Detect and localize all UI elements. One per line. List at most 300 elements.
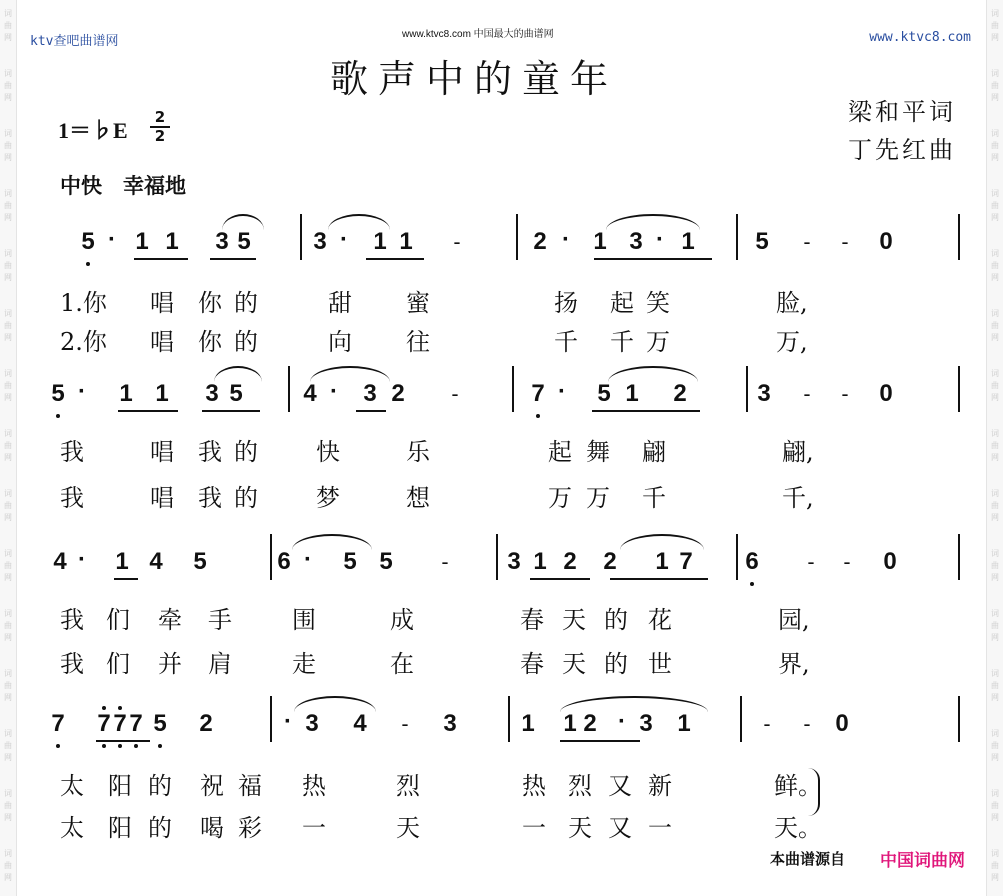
- footer-source-site[interactable]: 中国词曲网: [880, 851, 965, 871]
- jianpu-note: 6: [277, 548, 291, 575]
- augmentation-dot: ·: [558, 378, 566, 405]
- lyric-verse1: 翩,: [782, 438, 814, 466]
- augmentation-dot: ·: [304, 546, 312, 573]
- jianpu-note: 7: [97, 710, 111, 737]
- beam-underline: [366, 258, 424, 260]
- jianpu-note: 3: [363, 380, 377, 407]
- margin-watermark-glyph: 网: [991, 93, 999, 102]
- margin-watermark-glyph: 曲: [4, 381, 12, 390]
- margin-watermark-glyph: 词: [4, 489, 12, 498]
- lyric-verse1: 牵: [158, 606, 182, 634]
- jianpu-note: 1: [119, 380, 133, 407]
- margin-watermark-glyph: 网: [991, 513, 999, 522]
- margin-watermark-glyph: 网: [991, 633, 999, 642]
- lyric-verse1: 阳: [108, 772, 132, 800]
- margin-watermark-glyph: 词: [4, 189, 12, 198]
- lyric-verse1: 的: [234, 438, 258, 466]
- lyric-verse1: 热: [302, 772, 326, 800]
- margin-watermark-glyph: 网: [4, 333, 12, 342]
- jianpu-note: 1: [165, 228, 179, 255]
- beam-underline: [530, 578, 590, 580]
- lyric-verse2: 太: [60, 814, 84, 842]
- lyric-verse1: 鲜。: [774, 772, 822, 800]
- jianpu-note: 4: [303, 380, 317, 407]
- lyric-verse1: 春: [520, 606, 544, 634]
- lyric-verse2: 们: [106, 650, 130, 678]
- octave-dot-low: [536, 414, 540, 418]
- lyric-verse1: 快: [316, 438, 340, 466]
- lyric-verse1: 蜜: [406, 289, 430, 317]
- margin-watermark-glyph: 网: [991, 333, 999, 342]
- margin-watermark-glyph: 词: [991, 249, 999, 258]
- barline: [958, 696, 960, 742]
- augmentation-dot: ·: [108, 226, 116, 253]
- beam-underline: [610, 578, 656, 580]
- jianpu-note: 7: [679, 548, 693, 575]
- margin-watermark-glyph: 曲: [991, 141, 999, 150]
- margin-watermark-glyph: 曲: [4, 561, 12, 570]
- augmentation-dot: ·: [656, 226, 664, 253]
- margin-watermark-glyph: 曲: [4, 21, 12, 30]
- barline: [270, 696, 272, 742]
- beam-underline: [114, 578, 138, 580]
- lyric-verse1: 我: [60, 606, 84, 634]
- margin-watermark-glyph: 网: [4, 393, 12, 402]
- margin-watermark-glyph: 网: [4, 453, 12, 462]
- lyric-verse1: 烈: [396, 772, 420, 800]
- lyric-verse1: 我: [198, 438, 222, 466]
- slur: [608, 366, 698, 382]
- jianpu-note: 1: [681, 228, 695, 255]
- margin-watermark-glyph: 网: [4, 213, 12, 222]
- lyric-verse2: 的: [234, 484, 258, 512]
- lyric-verse2: 阳: [108, 814, 132, 842]
- lyric-verse1: 起: [610, 289, 634, 317]
- margin-watermark-glyph: 网: [991, 153, 999, 162]
- lyricist: 梁和平词: [848, 98, 956, 126]
- octave-dot-low: [750, 582, 754, 586]
- lyric-verse2: 万: [586, 484, 610, 512]
- jianpu-note: 5: [193, 548, 207, 575]
- slur: [606, 214, 700, 230]
- lyric-verse1: 扬: [554, 289, 578, 317]
- footer-source-label: 本曲谱源自: [770, 850, 846, 868]
- lyric-verse2: 并: [158, 650, 182, 678]
- key-signature: 1＝♭E: [58, 118, 128, 143]
- margin-watermark-glyph: 词: [4, 249, 12, 258]
- lyric-verse1: 太: [60, 772, 84, 800]
- margin-watermark-glyph: 曲: [4, 141, 12, 150]
- hold-dash: -: [453, 230, 461, 254]
- margin-watermark-glyph: 词: [991, 849, 999, 858]
- margin-watermark-glyph: 网: [4, 633, 12, 642]
- augmentation-dot: ·: [562, 226, 570, 253]
- margin-watermark-glyph: 曲: [991, 861, 999, 870]
- jianpu-note: 1: [373, 228, 387, 255]
- margin-watermark-glyph: 曲: [991, 681, 999, 690]
- margin-watermark-glyph: 词: [4, 129, 12, 138]
- jianpu-note: 2: [603, 548, 617, 575]
- hold-dash: -: [763, 712, 771, 736]
- margin-watermark-glyph: 网: [991, 273, 999, 282]
- margin-watermark-glyph: 词: [991, 129, 999, 138]
- hold-dash: -: [841, 230, 849, 254]
- jianpu-note: 5: [755, 228, 769, 255]
- lyric-verse1: 新: [648, 772, 672, 800]
- jianpu-note: 1: [677, 710, 691, 737]
- jianpu-note: 5: [343, 548, 357, 575]
- lyric-verse2: 千: [554, 328, 578, 356]
- margin-watermark-glyph: 词: [4, 549, 12, 558]
- octave-dot-low: [134, 744, 138, 748]
- jianpu-note: 1: [563, 710, 577, 737]
- slur: [292, 534, 372, 550]
- jianpu-note: 3: [443, 710, 457, 737]
- lyric-verse1: 起: [548, 438, 572, 466]
- lyric-verse1: 围: [292, 606, 316, 634]
- lyric-verse2: 一: [522, 814, 546, 842]
- augmentation-dot: ·: [330, 378, 338, 405]
- beam-underline: [598, 740, 640, 742]
- lyric-verse2: 我: [198, 484, 222, 512]
- lyric-verse2: 千,: [782, 484, 814, 512]
- octave-dot-low: [86, 262, 90, 266]
- augmentation-dot: ·: [284, 708, 292, 735]
- lyric-verse2: 我: [60, 650, 84, 678]
- jianpu-note: 4: [149, 548, 163, 575]
- margin-watermark-glyph: 词: [991, 309, 999, 318]
- barline: [736, 214, 738, 260]
- lyric-verse2: 我: [60, 484, 84, 512]
- right-margin-strip: [986, 0, 1003, 896]
- lyric-verse1: 翩: [642, 438, 666, 466]
- margin-watermark-glyph: 曲: [991, 441, 999, 450]
- jianpu-note: 6: [745, 548, 759, 575]
- barline: [300, 214, 302, 260]
- lyric-verse2: 的: [604, 650, 628, 678]
- margin-watermark-glyph: 曲: [4, 681, 12, 690]
- lyric-verse1: 的: [234, 289, 258, 317]
- margin-watermark-glyph: 曲: [4, 81, 12, 90]
- jianpu-note: 5: [51, 380, 65, 407]
- margin-watermark-glyph: 词: [4, 69, 12, 78]
- jianpu-note: 2: [563, 548, 577, 575]
- barline: [958, 534, 960, 580]
- lyric-verse2: 天: [396, 814, 420, 842]
- jianpu-note: 0: [879, 228, 893, 255]
- hold-dash: -: [451, 382, 459, 406]
- margin-watermark-glyph: 网: [991, 813, 999, 822]
- octave-dot-low: [158, 744, 162, 748]
- augmentation-dot: ·: [340, 226, 348, 253]
- barline: [270, 534, 272, 580]
- margin-watermark-glyph: 词: [991, 9, 999, 18]
- lyric-verse1: 们: [106, 606, 130, 634]
- lyric-verse2: 的: [234, 328, 258, 356]
- beam-underline: [356, 410, 386, 412]
- augmentation-dot: ·: [618, 708, 626, 735]
- margin-watermark-glyph: 词: [4, 369, 12, 378]
- margin-watermark-glyph: 网: [4, 813, 12, 822]
- margin-watermark-glyph: 词: [991, 549, 999, 558]
- margin-watermark-glyph: 网: [4, 873, 12, 882]
- lyric-verse2: 2.你: [60, 328, 107, 356]
- header-center-site[interactable]: www.ktvc8.com 中国最大的曲谱网: [402, 29, 554, 40]
- margin-watermark-glyph: 曲: [991, 501, 999, 510]
- jianpu-note: 0: [883, 548, 897, 575]
- hold-dash: -: [807, 550, 815, 574]
- margin-watermark-glyph: 网: [991, 753, 999, 762]
- jianpu-note: 4: [353, 710, 367, 737]
- lyric-verse1: 福: [238, 772, 262, 800]
- hold-dash: -: [803, 712, 811, 736]
- margin-watermark-glyph: 词: [4, 309, 12, 318]
- hold-dash: -: [803, 382, 811, 406]
- hold-dash: -: [401, 712, 409, 736]
- barline: [736, 534, 738, 580]
- margin-watermark-glyph: 曲: [4, 741, 12, 750]
- lyric-verse1: 脸,: [776, 289, 808, 317]
- margin-watermark-glyph: 曲: [4, 261, 12, 270]
- lyric-verse2: 在: [390, 650, 414, 678]
- margin-watermark-glyph: 网: [991, 393, 999, 402]
- beam-underline: [202, 410, 260, 412]
- jianpu-note: 1: [593, 228, 607, 255]
- beam-underline: [650, 578, 708, 580]
- lyric-verse2: 你: [198, 328, 222, 356]
- jianpu-note: 2: [533, 228, 547, 255]
- octave-dot-high: [118, 706, 122, 710]
- margin-watermark-glyph: 词: [991, 669, 999, 678]
- hold-dash: -: [843, 550, 851, 574]
- margin-watermark-glyph: 曲: [991, 201, 999, 210]
- header-left-site[interactable]: ktv查吧曲谱网: [30, 34, 119, 49]
- jianpu-note: 2: [199, 710, 213, 737]
- barline: [496, 534, 498, 580]
- lyric-verse1: 又: [608, 772, 632, 800]
- beam-underline: [134, 258, 188, 260]
- barline: [288, 366, 290, 412]
- lyric-verse1: 的: [148, 772, 172, 800]
- jianpu-note: 4: [53, 548, 67, 575]
- lyric-verse2: 往: [406, 328, 430, 356]
- margin-watermark-glyph: 词: [991, 369, 999, 378]
- margin-watermark-glyph: 词: [991, 69, 999, 78]
- barline: [746, 366, 748, 412]
- barline: [508, 696, 510, 742]
- margin-watermark-glyph: 词: [4, 429, 12, 438]
- beam-underline: [624, 258, 712, 260]
- margin-watermark-glyph: 曲: [991, 321, 999, 330]
- margin-watermark-glyph: 曲: [4, 621, 12, 630]
- margin-watermark-glyph: 词: [4, 609, 12, 618]
- composer: 丁先红曲: [848, 136, 956, 164]
- margin-watermark-glyph: 词: [991, 429, 999, 438]
- time-signature-top: 2: [154, 108, 166, 126]
- margin-watermark-glyph: 网: [4, 153, 12, 162]
- margin-watermark-glyph: 词: [4, 789, 12, 798]
- jianpu-note: 3: [205, 380, 219, 407]
- lyric-verse1: 天: [562, 606, 586, 634]
- jianpu-note: 2: [583, 710, 597, 737]
- lyric-verse2: 千: [642, 484, 666, 512]
- lyric-verse1: 手: [208, 606, 232, 634]
- margin-watermark-glyph: 曲: [991, 621, 999, 630]
- slur: [310, 366, 390, 382]
- margin-watermark-glyph: 网: [4, 93, 12, 102]
- lyric-verse2: 天。: [774, 814, 822, 842]
- margin-watermark-glyph: 曲: [991, 801, 999, 810]
- lyric-verse2: 唱: [150, 484, 174, 512]
- slur: [214, 366, 262, 382]
- hold-dash: -: [841, 382, 849, 406]
- lyric-verse2: 喝: [200, 814, 224, 842]
- lyric-verse2: 万: [548, 484, 572, 512]
- margin-watermark-glyph: 网: [4, 573, 12, 582]
- augmentation-dot: ·: [78, 546, 86, 573]
- margin-watermark-glyph: 网: [991, 573, 999, 582]
- hold-dash: -: [441, 550, 449, 574]
- lyric-verse1: 甜: [328, 289, 352, 317]
- jianpu-note: 3: [639, 710, 653, 737]
- lyric-verse2: 又: [608, 814, 632, 842]
- margin-watermark-glyph: 网: [991, 213, 999, 222]
- margin-watermark-glyph: 词: [4, 669, 12, 678]
- margin-watermark-glyph: 曲: [991, 21, 999, 30]
- time-signature: [150, 110, 170, 144]
- octave-dot-low: [102, 744, 106, 748]
- octave-dot-high: [102, 706, 106, 710]
- lyric-verse2: 千: [610, 328, 634, 356]
- jianpu-note: 2: [391, 380, 405, 407]
- margin-watermark-glyph: 词: [991, 189, 999, 198]
- margin-watermark-glyph: 曲: [991, 381, 999, 390]
- barline: [958, 214, 960, 260]
- margin-watermark-glyph: 网: [4, 33, 12, 42]
- jianpu-note: 1: [533, 548, 547, 575]
- lyric-verse1: 成: [390, 606, 414, 634]
- margin-watermark-glyph: 网: [4, 273, 12, 282]
- jianpu-note: 3: [305, 710, 319, 737]
- beam-underline: [118, 410, 178, 412]
- jianpu-note: 3: [757, 380, 771, 407]
- octave-dot-low: [56, 744, 60, 748]
- margin-watermark-glyph: 曲: [991, 741, 999, 750]
- slur: [222, 214, 264, 230]
- octave-dot-low: [56, 414, 60, 418]
- lyric-verse2: 一: [648, 814, 672, 842]
- jianpu-note: 7: [51, 710, 65, 737]
- time-signature-bottom: 2: [154, 127, 166, 145]
- lyric-verse1: 热: [522, 772, 546, 800]
- margin-watermark-glyph: 词: [991, 729, 999, 738]
- margin-watermark-glyph: 曲: [4, 441, 12, 450]
- barline: [740, 696, 742, 742]
- jianpu-note: 0: [879, 380, 893, 407]
- lyric-verse2: 彩: [238, 814, 262, 842]
- jianpu-note: 3: [507, 548, 521, 575]
- margin-watermark-glyph: 曲: [4, 321, 12, 330]
- jianpu-note: 5: [237, 228, 251, 255]
- margin-watermark-glyph: 曲: [4, 801, 12, 810]
- lyric-verse1: 1.你: [60, 289, 107, 317]
- lyric-verse1: 我: [60, 438, 84, 466]
- lyric-verse1: 唱: [150, 289, 174, 317]
- margin-watermark-glyph: 网: [4, 693, 12, 702]
- beam-underline: [622, 410, 700, 412]
- tempo-marking: 中快 幸福地: [60, 174, 186, 198]
- jianpu-note: 5: [81, 228, 95, 255]
- verse-brace: [808, 768, 820, 816]
- margin-watermark-glyph: 词: [991, 789, 999, 798]
- jianpu-note: 3: [215, 228, 229, 255]
- jianpu-note: 3: [313, 228, 327, 255]
- slur: [560, 696, 708, 712]
- lyric-verse2: 唱: [150, 328, 174, 356]
- augmentation-dot: ·: [78, 378, 86, 405]
- margin-watermark-glyph: 词: [991, 489, 999, 498]
- lyric-verse1: 舞: [586, 438, 610, 466]
- beam-underline: [210, 258, 256, 260]
- barline: [958, 366, 960, 412]
- jianpu-note: 1: [655, 548, 669, 575]
- lyric-verse2: 春: [520, 650, 544, 678]
- slur: [294, 696, 376, 712]
- lyric-verse2: 一: [302, 814, 326, 842]
- jianpu-note: 1: [155, 380, 169, 407]
- jianpu-note: 5: [229, 380, 243, 407]
- left-margin-strip: [0, 0, 17, 896]
- jianpu-note: 1: [399, 228, 413, 255]
- margin-watermark-glyph: 词: [4, 9, 12, 18]
- margin-watermark-glyph: 网: [991, 453, 999, 462]
- margin-watermark-glyph: 网: [991, 33, 999, 42]
- hold-dash: -: [803, 230, 811, 254]
- jianpu-note: 5: [153, 710, 167, 737]
- margin-watermark-glyph: 曲: [991, 81, 999, 90]
- jianpu-note: 1: [521, 710, 535, 737]
- beam-underline: [96, 740, 150, 742]
- lyric-verse2: 走: [292, 650, 316, 678]
- jianpu-note: 1: [625, 380, 639, 407]
- jianpu-note: 7: [531, 380, 545, 407]
- jianpu-note: 2: [673, 380, 687, 407]
- margin-watermark-glyph: 曲: [991, 261, 999, 270]
- lyric-verse2: 肩: [208, 650, 232, 678]
- margin-watermark-glyph: 词: [4, 729, 12, 738]
- margin-watermark-glyph: 曲: [4, 861, 12, 870]
- jianpu-note: 1: [135, 228, 149, 255]
- lyric-verse2: 向: [328, 328, 352, 356]
- margin-watermark-glyph: 曲: [4, 501, 12, 510]
- lyric-verse2: 天: [568, 814, 592, 842]
- jianpu-note: 5: [379, 548, 393, 575]
- margin-watermark-glyph: 词: [991, 609, 999, 618]
- margin-watermark-glyph: 曲: [991, 561, 999, 570]
- lyric-verse1: 唱: [150, 438, 174, 466]
- lyric-verse2: 世: [648, 650, 672, 678]
- lyric-verse1: 你: [198, 289, 222, 317]
- margin-watermark-glyph: 曲: [4, 201, 12, 210]
- lyric-verse1: 园,: [778, 606, 810, 634]
- margin-watermark-glyph: 词: [4, 849, 12, 858]
- lyric-verse2: 想: [406, 484, 430, 512]
- header-right-site[interactable]: www.ktvc8.com: [869, 30, 971, 45]
- barline: [516, 214, 518, 260]
- lyric-verse2: 的: [148, 814, 172, 842]
- lyric-verse1: 烈: [568, 772, 592, 800]
- margin-watermark-glyph: 网: [4, 513, 12, 522]
